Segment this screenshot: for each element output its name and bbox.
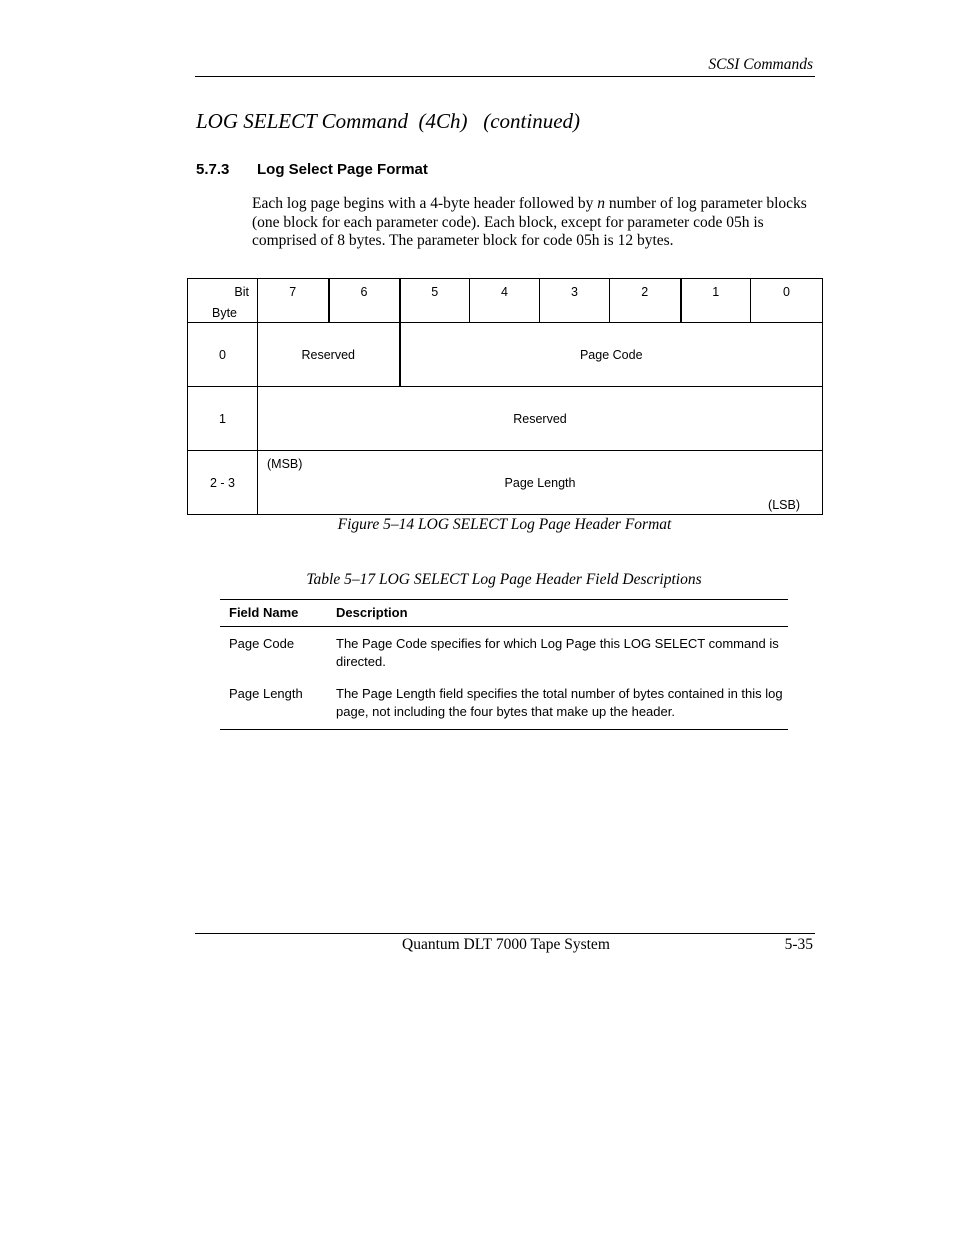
bit-header-5: 5	[400, 279, 470, 323]
figure-caption: Figure 5–14 LOG SELECT Log Page Header Format	[337, 516, 672, 533]
bit-byte-corner	[188, 279, 258, 323]
bit-header-1: 1	[681, 279, 751, 323]
bit-header-2: 2	[610, 279, 681, 323]
log-page-header-format-table	[187, 278, 823, 515]
field-name-cell: Page Code	[229, 636, 295, 651]
table-caption: Table 5–17 LOG SELECT Log Page Header Field Descriptions	[306, 571, 702, 588]
running-head-text: SCSI Commands	[708, 56, 813, 73]
byte-2-3-page-length-field	[258, 451, 823, 515]
footer-title: Quantum DLT 7000 Tape System	[402, 936, 610, 953]
byte-0-reserved-field: Reserved	[258, 323, 400, 387]
field-descriptions-table	[220, 599, 788, 730]
intro-paragraph	[252, 195, 817, 251]
desc-table-header	[220, 600, 788, 627]
bit-label: Bit	[234, 285, 249, 299]
description-cell: The Page Length field specifies the total number of bytes contained in this log page, not including the four bytes that make up the header.	[336, 686, 783, 719]
byte-2-3-label: 2 - 3	[188, 451, 258, 515]
bit-header-6: 6	[329, 279, 400, 323]
lsb-marker: (LSB)	[768, 498, 800, 512]
page-length-label: Page Length	[504, 475, 576, 490]
description-cell: The Page Code specifies for which Log Page this LOG SELECT command is directed.	[336, 636, 779, 669]
intro-text-after: number of log parameter blocks (one block for each parameter code). Each block, except for parameter code 05h is comprised of 8 bytes. The parameter block for code 05h is 12 bytes.	[252, 195, 807, 249]
page-number: 5-35	[784, 936, 813, 953]
subsection-number: 5.7.3	[196, 161, 230, 178]
field-name-cell: Page Length	[229, 686, 303, 701]
table-row	[220, 633, 788, 671]
page-footer	[195, 933, 815, 958]
subsection-title: Log Select Page Format	[257, 161, 428, 178]
bit-header-7: 7	[258, 279, 329, 323]
byte-1-label: 1	[188, 387, 258, 451]
byte-1-reserved-field: Reserved	[258, 387, 823, 451]
byte-0-label: 0	[188, 323, 258, 387]
section-title: LOG SELECT Command (4Ch) (continued)	[196, 109, 581, 133]
intro-text-before: Each log page begins with a 4-byte header followed by	[252, 195, 598, 212]
msb-marker: (MSB)	[267, 457, 303, 471]
bit-header-4: 4	[470, 279, 540, 323]
description-header: Description	[336, 605, 408, 620]
desc-table-body	[220, 627, 788, 729]
intro-text-italic: n	[597, 195, 605, 212]
bit-header-3: 3	[540, 279, 610, 323]
byte-0-page-code-field: Page Code	[400, 323, 823, 387]
byte-label: Byte	[212, 306, 238, 320]
table-row	[220, 683, 788, 721]
subsection-heading	[196, 161, 428, 178]
running-head	[195, 56, 815, 77]
field-name-header: Field Name	[229, 605, 299, 620]
bit-header-0: 0	[751, 279, 823, 323]
